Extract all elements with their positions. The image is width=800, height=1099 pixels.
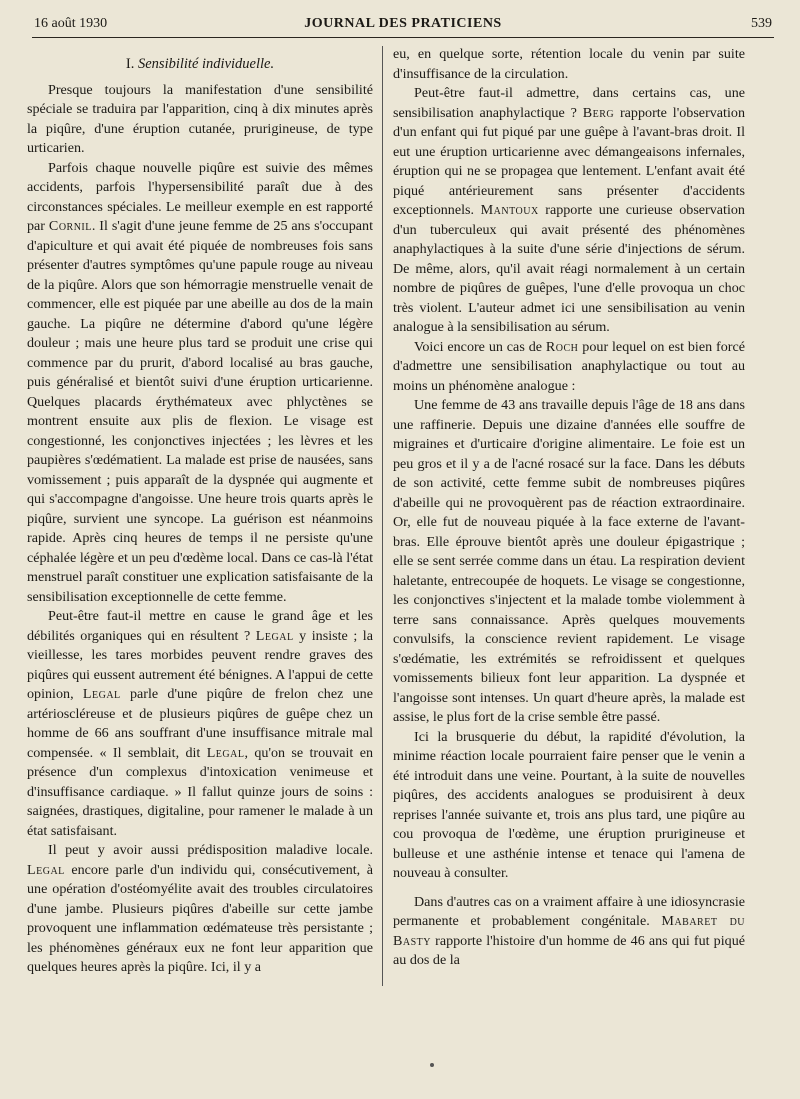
paragraph-continued: eu, en quelque sorte, rétention locale du venin par suite d'insuffisance de la circulation. — [393, 46, 745, 82]
author-name: Berg — [582, 104, 615, 121]
author-name: Legal — [82, 686, 121, 702]
section-title: Sensibilité individuelle. — [137, 56, 275, 72]
paragraph: Une femme de 43 ans travaille depuis l'âge de 18 ans dans une raffinerie. Depuis une dizaine d'années elle souffre de migraines et d'urticaire d'origine alimentaire. Le foie est un peu gros et il y a de l'acné rosacé sur la face. Dans les débuts de son activité, cette femme subit de nombreuses piqûres d'abeille qui ne provoquèrent pas de réaction extraordinaire. Or, elle fut de nouveau piquée à la face externe de l'avant-bras. Elle éprouve bientôt après une douleur épigastrique ; elle se sent serrée comme dans un étau. La respiration devient haletante, entrecoupée de hoquets. Le visage se congestionne, les conjonctives s'injectent et la malade tombe violemment à terre sans connaissance. Après quelques mouvements convulsifs, la conscience revient rapidement. Le visage s'œdématie, les extrémités se refroidissent et quelques vomissements bilieux font leur apparition. La dyspnée et l'angoisse sont intenses. Un quart d'heure après, la malade est assise, le plus fort de la crise semble être passé. — [393, 397, 745, 725]
paragraph: Il peut y avoir aussi prédisposition maladive locale. Legal encore parle d'un individu qui, consécutivement, à une opération d'ostéomyélite avait des troubles circulatoires d'une jambe. Plusieurs piqûres d'abeille sur cette jambe provoquent une inflammation œdémateuse très persistante ; les phénomènes généraux eux ne font leur apparition que quelques heures après la piqûre. Ici, il y a — [27, 842, 373, 975]
header-date: 16 août 1930 — [34, 16, 108, 31]
paragraph: Dans d'autres cas on a vraiment affaire à une idiosyncrasie permanente et probablement congénitale. Mabaret du Basty rapporte l'histoire d'un homme de 46 ans qui fut piqué au dos de la — [393, 893, 746, 968]
author-name: Roch — [545, 338, 579, 355]
paragraph: Peut-être faut-il admettre, dans certains cas, une sensibilisation anaphylactique ? Berg rapporte l'observation d'un enfant qui fut piqué par une guêpe à l'avant-bras droit. Il eut une éruption urticarienne avec démangeaisons infernales, éruption qui ne se propagea que lentement. L'enfant avait été piqué antérieurement sans présenter d'accidents exceptionnels. Mantoux rapporte une curieuse observation d'un tuberculeux qui avait présenté des phénomènes anaphylactiques à la suite d'une série d'injections de sérum. De même, alors, qu'il avait réagi normalement à un certain nombre de piqûres de guêpes, l'une d'elle provoqua un choc très violent. L'auteur admet ici une sensibilisation au venin analogue à la sensibilisation au sérum. — [393, 85, 745, 335]
paragraph: Peut-être faut-il mettre en cause le grand âge et les débilités organiques qui en résultent ? Legal y insiste ; la vieillesse, les tares morbides peuvent rendre graves des piqûres qui eussent autrement été bénignes. A l'appui de cette opinion, Legal parle d'une piqûre de frelon chez une artérioscléreuse et de plusieurs piqûres de guêpe chez un homme de 66 ans souffrant d'une insuffisance mitrale mal compensée. « Il semblait, dit Legal, qu'on se trouvait en présence d'un complexus d'intoxication venimeuse et d'insuffisance cardiaque. » Il fallut quinze jours de soins : saignées, drastiques, digitaline, pour ramener le malade à un état satisfaisant. — [27, 608, 373, 839]
paragraph: Voici encore un cas de Roch pour lequel on est bien forcé d'admettre une sensibilisation anaphylactique ou tout au moins un phénomène analogue : — [393, 338, 745, 394]
author-name: Legal — [206, 744, 245, 761]
paragraph: Parfois chaque nouvelle piqûre est suivie des mêmes accidents, parfois l'hypersensibilité paraît due à des circonstances spéciales. Le meilleur exemple en est rapporté par Cornil. Il s'agit d'une jeune femme de 25 ans s'occupant d'apiculture et qui avait été piquée de nombreuses fois sans présenter d'autres symptômes qu'une papule rouge au niveau de la piqûre. Alors que son hémorragie menstruelle venait de commencer, elle est piquée par une abeille au dos de la main gauche. La piqûre ne détermine d'abord qu'une légère douleur ; mais une heure plus tard se produit une crise qui commence par du prurit, d'abord localisé au bras gauche, puis généralisé et bientôt suivi d'une éruption urticarienne. Quelques placards érythémateux avec phlyctènes se montrent ensuite aux plis de flexion. Le visage est congestionné, les conjonctives injectées ; les lèvres et les paupières s'œdématient. La malade est prise de nausées, sans vomissement ; puis apparaît de la dyspnée qui augmente et qui s'accompagne d'angoisse. Une heure trois quarts après le piqûre, survient une syncope. La guérison est néanmoins rapide. Après cinq heures de temps il ne persiste qu'une céphalée légère et un peu d'œdème local. Dans ce cas-là l'état menstruel paraît constituer une explication satisfaisante de la sensibilisation exceptionnelle de cette femme. — [27, 159, 373, 605]
column-divider — [382, 46, 383, 986]
running-header — [32, 13, 774, 38]
section-number: I. — [125, 56, 135, 72]
author-name: Cornil — [48, 218, 92, 234]
header-page-number: 539 — [751, 16, 772, 31]
header-journal-title: JOURNAL DES PRATICIENS — [304, 16, 502, 31]
author-name: Legal — [27, 861, 65, 878]
author-name: Mantoux — [480, 202, 539, 218]
paragraph: Presque toujours la manifestation d'une sensibilité spéciale se traduira par l'apparition, cinq à dix minutes après la piqûre, d'une éruption cutanée, prurigineuse, de type urticarien. — [27, 81, 373, 156]
paragraph: Ici la brusquerie du début, la rapidité d'évolution, la minime réaction locale pourraient faire penser que le venin a été introduit dans une veine. Pourtant, à la suite de nouvelles piqûres, des accidents analogues se produisirent à deux reprises l'année suivante et, trois ans plus tard, une piqûre au cou provoqua de l'œdème, une éruption prurigineuse et bulleuse et une asthénie intense et tenace qui l'amena de nouveau à consulter. — [393, 728, 745, 881]
right-column — [393, 45, 745, 971]
author-name: Legal — [255, 627, 294, 644]
page-speck — [430, 1063, 434, 1067]
section-heading — [27, 55, 373, 75]
left-column — [27, 45, 373, 978]
author-name: Mabaret du Basty — [393, 913, 746, 949]
